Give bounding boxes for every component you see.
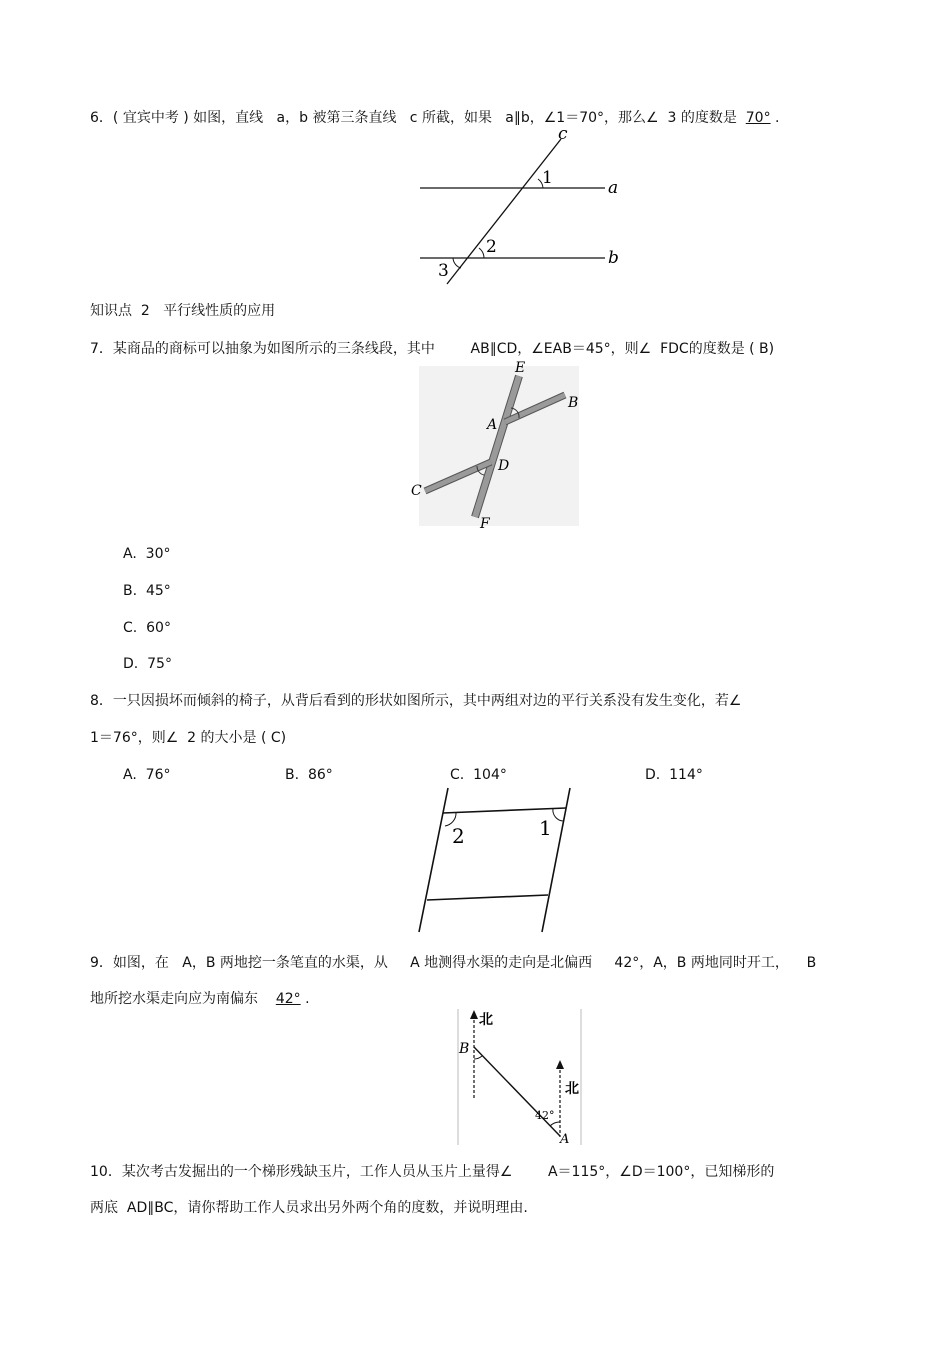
label-42-degrees: 42° <box>535 1109 555 1122</box>
chair-left-leg <box>419 788 448 932</box>
label-a: a <box>608 178 619 198</box>
q10-line2: 两底 AD∥BC，请你帮助工作人员求出另外两个角的度数，并说明理由. <box>90 1200 528 1216</box>
q7-text: 7．某商品的商标可以抽象为如图所示的三条线段，其中 AB∥CD，∠EAB＝45°，则∠ FDC的度数是 ( B) <box>90 341 775 357</box>
chair-bottom-bar <box>427 895 548 900</box>
q8-option-d: D. 114° <box>645 767 703 783</box>
q10-line1: 10．某次考古发掘出的一个梯形残缺玉片，工作人员从玉片上量得∠ A＝115°，∠D＝100°，已知梯形的 <box>90 1164 775 1180</box>
label-2: 2 <box>486 237 497 257</box>
angle-2-arc <box>479 248 484 258</box>
north-arrow-a-icon <box>556 1060 564 1069</box>
q7-option-d: D. 75° <box>123 656 172 672</box>
chair-top-bar <box>443 808 566 813</box>
q6-figure <box>415 125 630 287</box>
north-arrow-b-icon <box>470 1010 478 1019</box>
label-north-a: 北 <box>565 1081 579 1097</box>
label-e: E <box>515 360 526 376</box>
q9-answer: 42° <box>275 991 301 1007</box>
angle-3-arc <box>453 258 461 268</box>
label-1: 1 <box>539 816 552 840</box>
q9-line2: 地所挖水渠走向应为南偏东 42° . <box>90 991 310 1007</box>
label-2: 2 <box>452 824 465 848</box>
q6-text: 6．( 宜宾中考 ) 如图，直线 a，b 被第三条直线 c 所截，如果 a∥b，∠1＝70°，那么∠ 3 的度数是 70° . <box>90 110 780 126</box>
label-d: D <box>498 458 510 474</box>
label-b: b <box>608 248 619 268</box>
label-c: c <box>558 125 568 144</box>
angle-b-arc <box>474 1056 482 1059</box>
line-c <box>447 139 561 284</box>
q7-option-a: A. 30° <box>123 546 171 562</box>
q6-answer: 70° <box>745 110 771 126</box>
q8-line2: 1＝76°，则∠ 2 的大小是 ( C) <box>90 730 287 746</box>
q7-figure <box>405 360 585 532</box>
label-a: A <box>560 1132 570 1147</box>
q8-option-a: A. 76° <box>123 767 171 783</box>
q9-figure <box>457 1007 583 1147</box>
angle-a-arc <box>550 1122 560 1126</box>
label-3: 3 <box>438 261 449 281</box>
canal-line <box>474 1047 560 1136</box>
q8-option-b: B. 86° <box>285 767 333 783</box>
q8-line1: 8．一只因损坏而倾斜的椅子，从背后看到的形状如图所示，其中两组对边的平行关系没有发生变化，若∠ <box>90 693 742 709</box>
label-b: B <box>568 395 579 411</box>
q9-line1: 9．如图，在 A，B 两地挖一条笔直的水渠，从 A 地测得水渠的走向是北偏西 42°，A，B 两地同时开工， B <box>90 955 817 971</box>
q7-option-b: B. 45° <box>123 583 171 599</box>
label-c: C <box>411 483 422 499</box>
label-a: A <box>487 417 498 433</box>
angle-1-arc <box>553 809 563 822</box>
section-title: 知识点 2 平行线性质的应用 <box>90 303 276 319</box>
label-north-b: 北 <box>479 1012 493 1028</box>
q8-option-c: C. 104° <box>450 767 507 783</box>
q8-figure <box>410 785 580 935</box>
label-1: 1 <box>542 168 553 188</box>
q7-option-c: C. 60° <box>123 620 171 636</box>
label-b: B <box>459 1041 470 1057</box>
label-f: F <box>480 516 490 532</box>
